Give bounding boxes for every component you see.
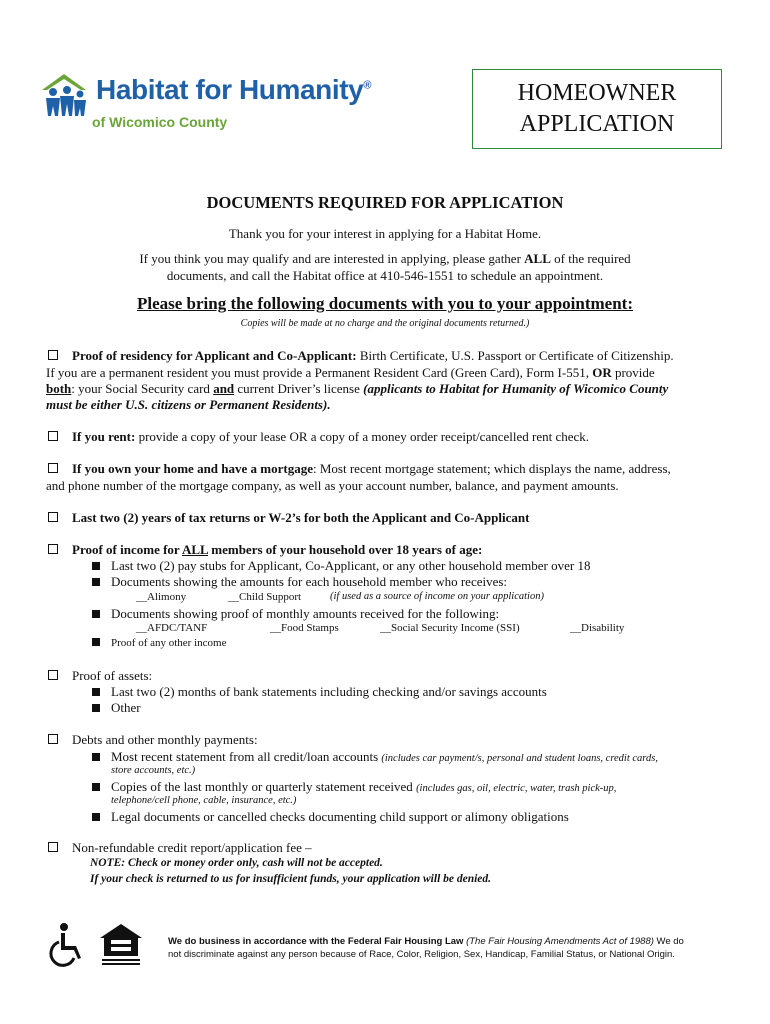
fee-note-1: NOTE: Check or money order only, cash will not be accepted. bbox=[90, 857, 383, 869]
residency-line-3: both: your Social Security card and current Driver’s license (applicants to Habitat for Humanity of Wicomico County bbox=[46, 381, 669, 396]
habitat-house-people-icon bbox=[40, 72, 94, 122]
debts-bullet-2: Copies of the last monthly or quarterly statement received (includes gas, oil, electric, water, trash pick-up, bbox=[92, 779, 616, 795]
checkbox[interactable] bbox=[48, 431, 58, 441]
fee-item: Non-refundable credit report/application fee – bbox=[48, 840, 312, 856]
bullet-square-icon bbox=[92, 578, 100, 586]
tax-returns-item: Last two (2) years of tax returns or W-2’s for both the Applicant and Co-Applicant bbox=[48, 510, 529, 526]
bullet-square-icon bbox=[92, 753, 100, 761]
checkbox[interactable] bbox=[48, 350, 58, 360]
page-title: DOCUMENTS REQUIRED FOR APPLICATION bbox=[206, 193, 564, 212]
logo-name: Habitat for Humanity® bbox=[96, 74, 372, 105]
income-item: Proof of income for ALL members of your household over 18 years of age: bbox=[48, 542, 482, 558]
fee-note-2: If your check is returned to us for insufficient funds, your application will be denied. bbox=[90, 873, 492, 885]
income-bullet-4: Proof of any other income bbox=[92, 637, 226, 649]
habitat-logo bbox=[40, 72, 400, 142]
income-bullet-1: Last two (2) pay stubs for Applicant, Co-Applicant, or any other household member over 18 bbox=[92, 558, 590, 574]
income-bullet-3: Documents showing proof of monthly amounts received for the following: bbox=[92, 606, 499, 622]
bullet-square-icon bbox=[92, 562, 100, 570]
bullet-square-icon bbox=[92, 783, 100, 791]
debts-bullet-1-cont: store accounts, etc.) bbox=[111, 765, 196, 776]
intro-line-2: documents, and call the Habitat office at 410-546-1551 to schedule an appointment. bbox=[166, 268, 604, 283]
food-stamps-option: __Food Stamps bbox=[270, 622, 339, 634]
residency-item: Proof of residency for Applicant and Co-Applicant: Birth Certificate, U.S. Passport or Certificate of Citizenship. bbox=[48, 348, 674, 364]
checkbox[interactable] bbox=[48, 463, 58, 473]
own-home-line-2: and phone number of the mortgage company, as well as your account number, balance, and payment amounts. bbox=[46, 478, 619, 493]
logo-subtitle: of Wicomico County bbox=[92, 114, 228, 130]
debts-bullet-3: Legal documents or cancelled checks documenting child support or alimony obligations bbox=[92, 809, 569, 825]
thank-you-text: Thank you for your interest in applying for a Habitat Home. bbox=[228, 226, 542, 241]
residency-line-4: must be either U.S. citizens or Permanent Residents). bbox=[46, 397, 331, 412]
checkbox[interactable] bbox=[48, 734, 58, 744]
residency-line-2: If you are a permanent resident you must provide a Permanent Resident Card (Green Card), Form I-551, OR provide bbox=[46, 365, 655, 380]
own-home-item: If you own your home and have a mortgage: Most recent mortgage statement; which displays the name, address, bbox=[48, 461, 671, 477]
child-support-option: __Child Support bbox=[228, 591, 302, 603]
application-title-box bbox=[472, 69, 722, 149]
checkbox[interactable] bbox=[48, 512, 58, 522]
checkbox[interactable] bbox=[48, 544, 58, 554]
bullet-square-icon bbox=[92, 688, 100, 696]
debts-item: Debts and other monthly payments: bbox=[48, 732, 258, 748]
alimony-option: __Alimony bbox=[136, 591, 187, 603]
fair-housing-statement: We do business in accordance with the Federal Fair Housing Law (The Fair Housing Amendments Act of 1988) We do not discriminate against any person because of Race, Color, Religion, Sex, Handicap, Familial Status, or National Origin. bbox=[168, 936, 684, 960]
debts-bullet-2-cont: telephone/cell phone, cable, insurance, etc.) bbox=[111, 795, 297, 806]
application-title-line1: HOMEOWNER bbox=[517, 80, 677, 106]
bullet-square-icon bbox=[92, 704, 100, 712]
income-source-note: (if used as a source of income on your application) bbox=[330, 591, 544, 602]
bullet-square-icon bbox=[92, 610, 100, 618]
bring-documents-heading: Please bring the following documents with you to your appointment: bbox=[136, 294, 633, 313]
afdc-option: __AFDC/TANF bbox=[136, 622, 208, 634]
bullet-square-icon bbox=[92, 813, 100, 821]
checkbox[interactable] bbox=[48, 670, 58, 680]
checkbox[interactable] bbox=[48, 842, 58, 852]
income-bullet-2: Documents showing the amounts for each household member who receives: bbox=[92, 574, 507, 590]
wheelchair-accessibility-icon bbox=[48, 922, 88, 968]
intro-line-1: If you think you may qualify and are interested in applying, please gather ALL of the required bbox=[139, 251, 631, 266]
debts-bullet-1: Most recent statement from all credit/loan accounts (includes car payment/s, personal and student loans, credit cards, bbox=[92, 749, 658, 765]
footer-icons bbox=[48, 922, 146, 973]
equal-housing-opportunity-icon bbox=[96, 922, 146, 968]
assets-item: Proof of assets: bbox=[48, 668, 152, 684]
ssi-option: __Social Security Income (SSI) bbox=[380, 622, 520, 634]
bullet-square-icon bbox=[92, 638, 100, 646]
disability-option: __Disability bbox=[570, 622, 625, 634]
assets-bullet-1: Last two (2) months of bank statements including checking and/or savings accounts bbox=[92, 684, 547, 700]
application-title-line2: APPLICATION bbox=[519, 111, 675, 137]
assets-bullet-2: Other bbox=[92, 700, 141, 716]
copies-note: Copies will be made at no charge and the original documents returned.) bbox=[240, 318, 530, 329]
rent-item: If you rent: provide a copy of your lease OR a copy of a money order receipt/cancelled rent check. bbox=[48, 429, 589, 445]
